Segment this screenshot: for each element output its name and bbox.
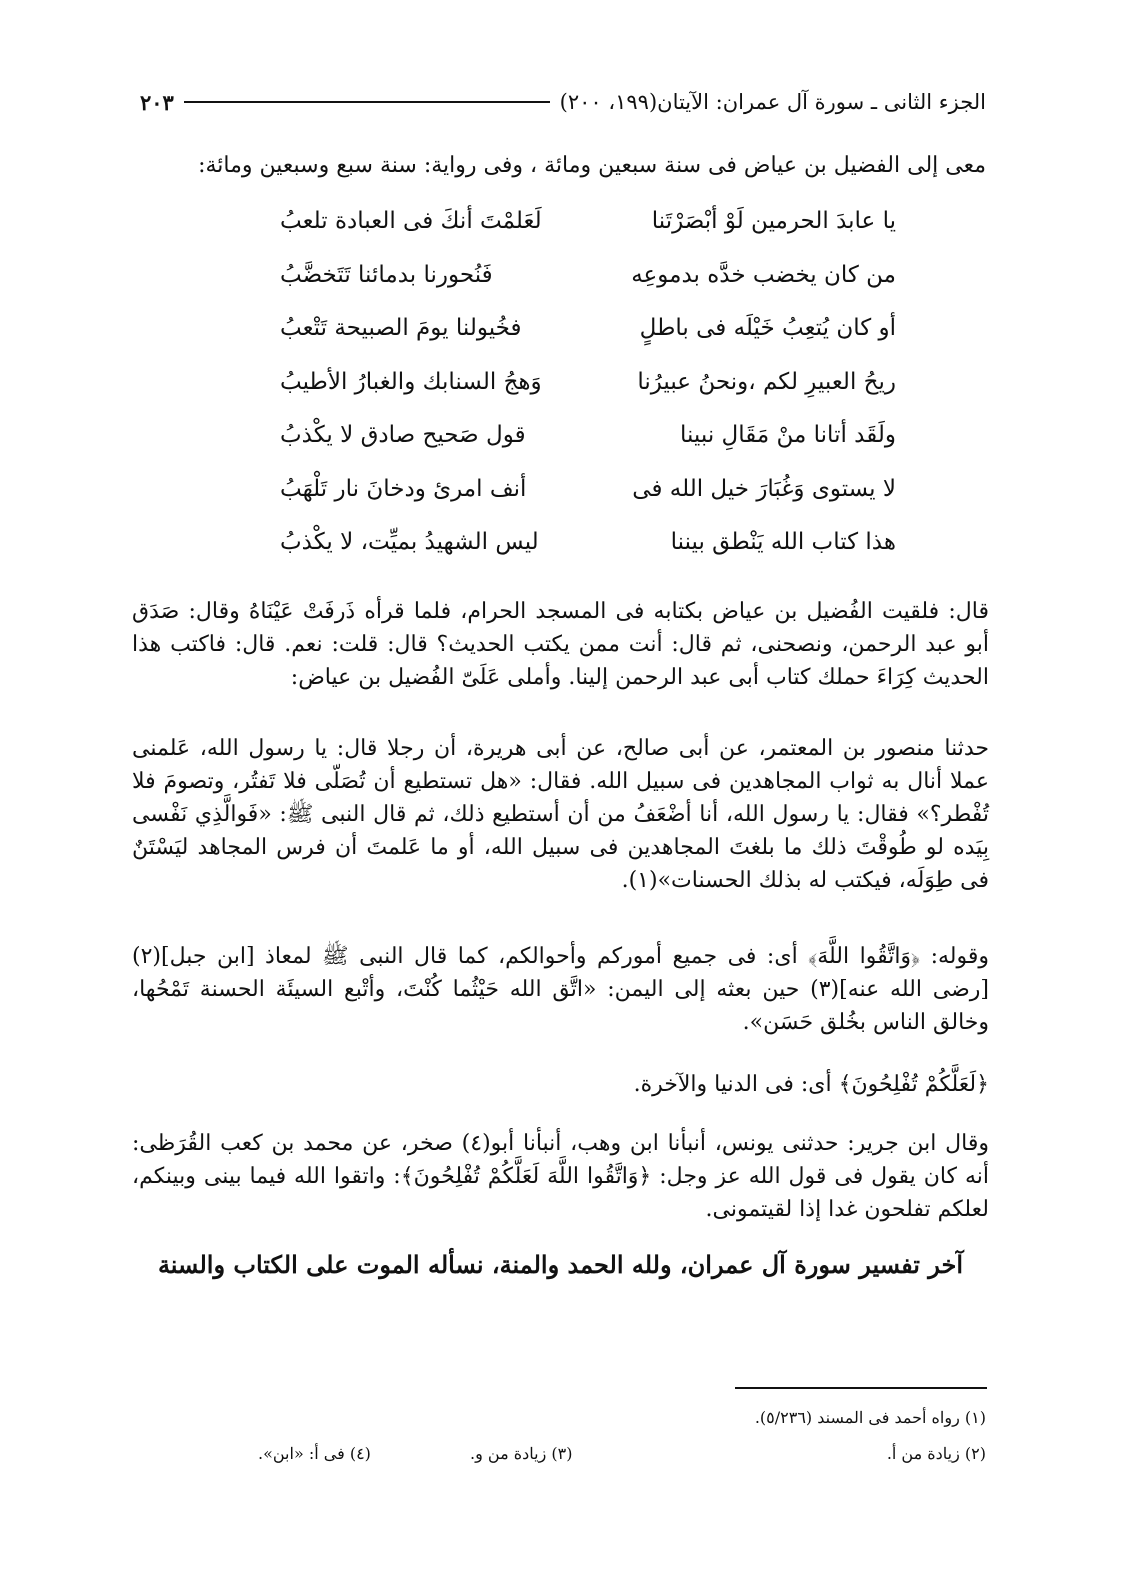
poem-verse (230, 208, 896, 262)
verse-first-hemistich: ولَقَد أتانا منْ مَقَالِ نبينا (679, 422, 896, 448)
verse-second-hemistich: فَنُحورنا بدمائنا تَتَخضَّبُ (280, 261, 493, 288)
verse-first-hemistich: ريحُ العبيرِ لكم ،ونحنُ عبيرُنا (637, 368, 896, 395)
running-title: الجزء الثانى ـ سورة آل عمران: الآيتان(١٩٩، ٢٠٠) (559, 90, 986, 114)
intro-line: معى إلى الفضيل بن عياض فى سنة سبعين ومائة ، وفى رواية: سنة سبع وسبعين ومائة: (198, 153, 986, 178)
poem (230, 208, 896, 583)
verse-second-hemistich: أنف امرئ ودخانَ نار تَلْهَبُ (280, 475, 527, 502)
header-rule (184, 101, 550, 103)
footnote-2: (٢) زيادة من أ. (886, 1444, 986, 1463)
verse-second-hemistich: قول صَحيح صادق لا يكْذبُ (280, 422, 526, 448)
poem-verse (230, 422, 896, 476)
paragraph-hadith: حدثنا منصور بن المعتمر، عن أبى صالح، عن أبى هريرة، أن رجلا قال: يا رسول الله، عَلمنى عملا أنال به ثواب المجاهدين فى سبيل الله. فقال: «هل تستطيع أن تُصَلّى فلا تَفتُر، وتصومَ فلا تُفْطر؟» فقال: يا رسول الله، أنا أضْعَفُ من أن أستطيع ذلك، ثم قال النبى ﷺ: «فَوالَّذِي نَفْسى بِيَده لو طُوقْتَ ذلك ما بلغتَ المجاهدين فى سبيل الله، أو ما عَلمتَ أن فرس المجاهد ليَسْتَنٌ فى طِوَلَه، فيكتب له بذلك الحسنات»(١). (132, 736, 989, 893)
verse-first-hemistich: يا عابدَ الحرمين لَوْ أبْصَرْتَنا (651, 208, 896, 234)
verse-second-hemistich: ليس الشهيدُ بميِّت، لا يكْذبُ (280, 529, 539, 555)
verse-second-hemistich: وَهجُ السنابك والغبارُ الأطيبُ (280, 368, 542, 395)
paragraph-ibn-jarir: وقال ابن جرير: حدثنى يونس، أنبأنا ابن وهب، أنبأنا أبو(٤) صخر، عن محمد بن كعب القُرَظى: أنه كان يقول فى قول الله عز وجل: ﴿وَاتَّقُوا اللَّهَ لَعَلَّكُمْ تُفْلِحُونَ﴾: واتقوا الله فيما بينى وبينكم، لعلكم تفلحون غدا إذا لقيتمونى. (132, 1131, 989, 1222)
poem-verse (230, 315, 896, 369)
footnote-rule (735, 1387, 987, 1389)
poem-verse (230, 262, 896, 316)
paragraph-success-verse: ﴿لَعَلَّكُمْ تُفْلِحُونَ﴾ أى: فى الدنيا والآخرة. (633, 1072, 989, 1097)
paragraph-taqwa-commentary: وقوله: ﴿وَاتَّقُوا اللَّهَ﴾ أى: فى جميع أموركم وأحوالكم، كما قال النبى ﷺ لمعاذ [ابن جبل](٢) [رضى الله عنه](٣) حين بعثه إلى اليمن: «اتَّق الله حَيْثُما كُنْتَ، وأتْبع السيئَة الحسنة تَمْحُها، وخالق الناس بخُلق حَسَن». (132, 944, 989, 1035)
page-number: ٢٠٣ (140, 89, 174, 115)
verse-first-hemistich: لا يستوى وَغُبَارَ خيل الله فى (632, 475, 896, 502)
surah-closing-line: آخر تفسير سورة آل عمران، ولله الحمد والمنة، نسأله الموت على الكتاب والسنة (157, 1250, 964, 1279)
verse-first-hemistich: أو كان يُتعِبُ خَيْلَه فى باطلٍ (639, 315, 896, 341)
poem-verse (230, 529, 896, 583)
verse-first-hemistich: من كان يخضب خدَّه بدموعِه (631, 261, 896, 288)
footnote-4: (٤) فى أ: «ابن». (258, 1444, 371, 1463)
footnote-1: (١) رواه أحمد فى المسند (٥/٢٣٦). (754, 1408, 986, 1427)
page-header (140, 84, 986, 120)
poem-verse (230, 369, 896, 423)
verse-second-hemistich: فخُيولنا يومَ الصبيحة تَتْعبُ (280, 315, 522, 341)
verse-first-hemistich: هذا كتاب الله يَنْطق بيننا (670, 529, 896, 555)
verse-second-hemistich: لَعَلمْتَ أنكَ فى العبادة تلعبُ (280, 208, 542, 234)
poem-verse (230, 476, 896, 530)
paragraph-fudayl-meeting: قال: فلقيت الفُضيل بن عياض بكتابه فى المسجد الحرام، فلما قرأه ذَرفَتْ عَيْنَاهُ وقال: صَدَق أبو عبد الرحمن، ونصحنى، ثم قال: أنت ممن يكتب الحديث؟ قال: قلت: نعم. قال: فاكتب هذا الحديث كِرَاءَ حملك كتاب أبى عبد الرحمن إلينا. وأملى عَلَىّ الفُضيل بن عياض: (132, 599, 989, 690)
footnote-3: (٣) زيادة من و. (470, 1444, 573, 1463)
